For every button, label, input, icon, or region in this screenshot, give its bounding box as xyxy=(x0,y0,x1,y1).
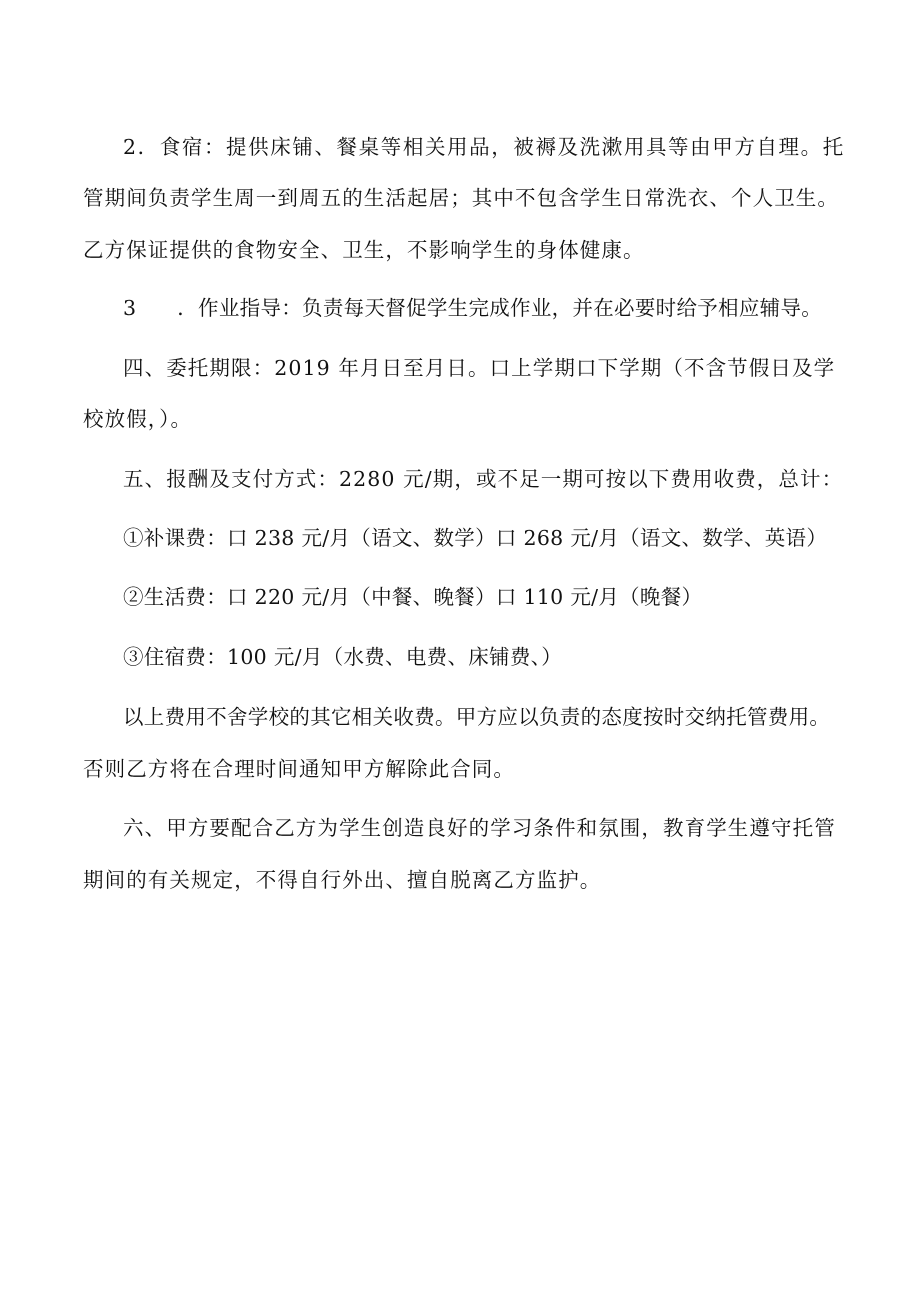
section-four-line-2: 校放假，）。 xyxy=(83,407,193,431)
section-2-line-3: 乙方保证提供的食物安全、卫生，不影响学生的身体健康。 xyxy=(83,238,645,262)
fee-living-line: ②生活费：口 220 元/月（中餐、晚餐）口 110 元/月（晚餐） xyxy=(123,585,703,609)
fee-tuition-line: ①补课费：口 238 元/月（语文、数学）口 268 元/月（语文、数学、英语） xyxy=(123,526,828,550)
fee-note-line-1: 以上费用不舍学校的其它相关收费。甲方应以负责的态度按时交纳托管费用。 xyxy=(123,705,831,729)
section-six-line-1: 六、甲方要配合乙方为学生创造良好的学习条件和氛围，教育学生遵守托管 xyxy=(123,816,836,840)
fee-note-line-2: 否则乙方将在合理时间通知甲方解除此合同。 xyxy=(83,757,515,781)
section-2-line-2: 管期间负责学生周一到周五的生活起居；其中不包含学生日常洗衣、个人卫生。 xyxy=(83,186,839,210)
section-3-line-1: 3 ．作业指导：负责每天督促学生完成作业，并在必要时给予相应辅导。 xyxy=(123,296,823,320)
section-four-line-1: 四、委托期限：2019 年月日至月日。口上学期口下学期（不含节假日及学 xyxy=(123,356,836,380)
section-six-line-2: 期间的有关规定，不得自行外出、擅自脱离乙方监护。 xyxy=(83,868,602,892)
section-2-line-1: 2．食宿：提供床铺、餐桌等相关用品，被褥及洗漱用具等由甲方自理。托 xyxy=(123,135,845,159)
section-five-line-1: 五、报酬及支付方式：2280 元/期，或不足一期可按以下费用收费，总计： xyxy=(123,467,844,491)
fee-lodging-line: ③住宿费：100 元/月（水费、电费、床铺费、） xyxy=(123,645,562,669)
